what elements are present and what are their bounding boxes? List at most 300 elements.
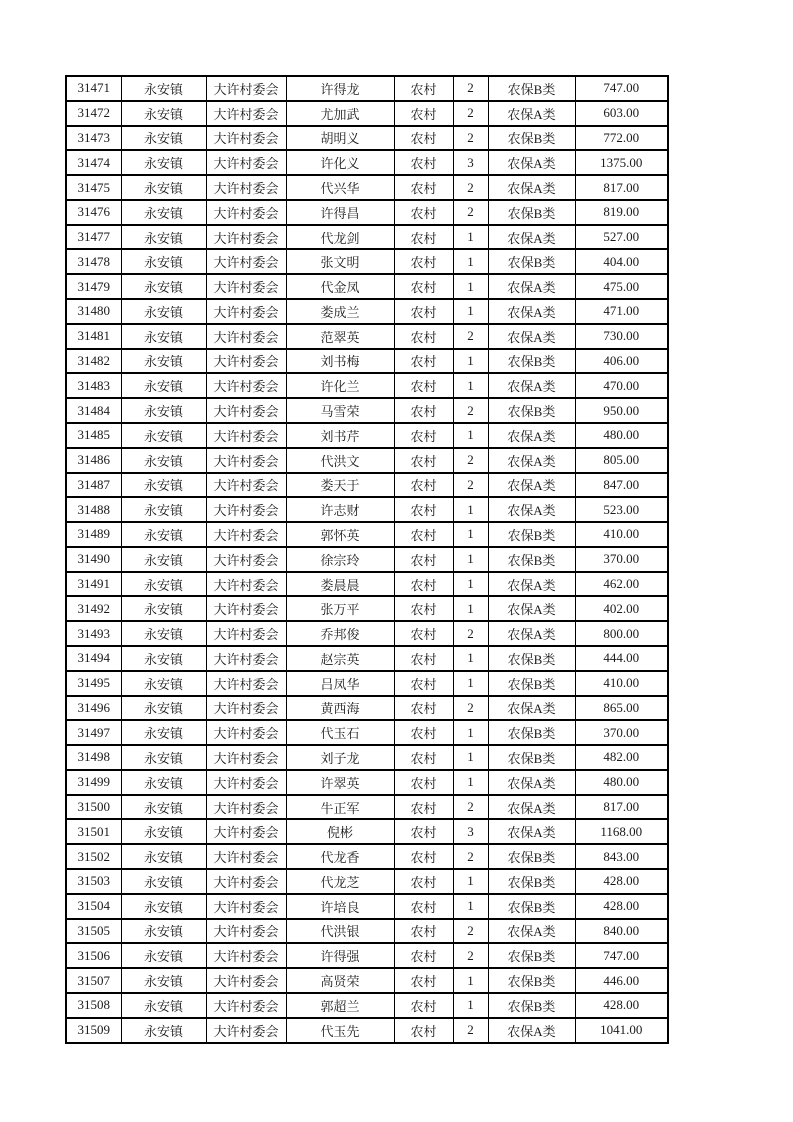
table-row — [66, 795, 668, 820]
cell-village: 大许村委会 — [206, 572, 286, 597]
cell-residence_type: 农村 — [394, 398, 453, 423]
cell-id: 31504 — [66, 894, 121, 919]
table-row — [66, 175, 668, 200]
cell-id: 31493 — [66, 621, 121, 646]
cell-insurance_category: 农保B类 — [488, 671, 575, 696]
cell-person_count: 2 — [453, 175, 488, 200]
cell-id: 31508 — [66, 993, 121, 1018]
cell-amount: 950.00 — [575, 398, 668, 423]
cell-person_count: 1 — [453, 572, 488, 597]
cell-id: 31492 — [66, 596, 121, 621]
cell-id: 31472 — [66, 101, 121, 126]
cell-insurance_category: 农保B类 — [488, 200, 575, 225]
cell-name: 代玉先 — [286, 1018, 394, 1043]
cell-name: 倪彬 — [286, 819, 394, 844]
cell-person_count: 2 — [453, 473, 488, 498]
cell-id: 31509 — [66, 1018, 121, 1043]
cell-id: 31498 — [66, 745, 121, 770]
cell-residence_type: 农村 — [394, 373, 453, 398]
cell-insurance_category: 农保B类 — [488, 249, 575, 274]
cell-village: 大许村委会 — [206, 324, 286, 349]
cell-amount: 446.00 — [575, 968, 668, 993]
cell-id: 31474 — [66, 150, 121, 175]
table-row — [66, 101, 668, 126]
table-row — [66, 423, 668, 448]
cell-insurance_category: 农保B类 — [488, 398, 575, 423]
table-row — [66, 200, 668, 225]
cell-name: 娄成兰 — [286, 299, 394, 324]
table-body — [66, 76, 668, 1043]
table-row — [66, 572, 668, 597]
cell-residence_type: 农村 — [394, 473, 453, 498]
cell-person_count: 2 — [453, 795, 488, 820]
cell-insurance_category: 农保A类 — [488, 299, 575, 324]
cell-residence_type: 农村 — [394, 993, 453, 1018]
cell-residence_type: 农村 — [394, 844, 453, 869]
cell-town: 永安镇 — [121, 200, 206, 225]
cell-insurance_category: 农保A类 — [488, 795, 575, 820]
cell-id: 31497 — [66, 720, 121, 745]
table-row — [66, 869, 668, 894]
cell-id: 31496 — [66, 696, 121, 721]
cell-person_count: 2 — [453, 621, 488, 646]
table-row — [66, 225, 668, 250]
table-row — [66, 993, 668, 1018]
cell-village: 大许村委会 — [206, 869, 286, 894]
cell-insurance_category: 农保A类 — [488, 225, 575, 250]
cell-id: 31477 — [66, 225, 121, 250]
cell-amount: 747.00 — [575, 76, 668, 101]
cell-id: 31475 — [66, 175, 121, 200]
cell-town: 永安镇 — [121, 274, 206, 299]
cell-id: 31482 — [66, 349, 121, 374]
cell-town: 永安镇 — [121, 646, 206, 671]
cell-village: 大许村委会 — [206, 943, 286, 968]
cell-town: 永安镇 — [121, 225, 206, 250]
cell-insurance_category: 农保B类 — [488, 646, 575, 671]
cell-person_count: 1 — [453, 745, 488, 770]
cell-residence_type: 农村 — [394, 795, 453, 820]
cell-id: 31476 — [66, 200, 121, 225]
table-row — [66, 596, 668, 621]
cell-village: 大许村委会 — [206, 299, 286, 324]
cell-town: 永安镇 — [121, 993, 206, 1018]
cell-person_count: 1 — [453, 274, 488, 299]
cell-town: 永安镇 — [121, 671, 206, 696]
table-row — [66, 621, 668, 646]
cell-town: 永安镇 — [121, 696, 206, 721]
cell-residence_type: 农村 — [394, 745, 453, 770]
cell-insurance_category: 农保A类 — [488, 150, 575, 175]
cell-name: 许培良 — [286, 894, 394, 919]
cell-insurance_category: 农保A类 — [488, 175, 575, 200]
cell-amount: 470.00 — [575, 373, 668, 398]
cell-person_count: 2 — [453, 943, 488, 968]
cell-name: 代洪银 — [286, 919, 394, 944]
cell-name: 牛正军 — [286, 795, 394, 820]
cell-insurance_category: 农保B类 — [488, 126, 575, 151]
cell-residence_type: 农村 — [394, 299, 453, 324]
cell-person_count: 2 — [453, 1018, 488, 1043]
cell-id: 31471 — [66, 76, 121, 101]
cell-village: 大许村委会 — [206, 1018, 286, 1043]
cell-village: 大许村委会 — [206, 819, 286, 844]
cell-id: 31506 — [66, 943, 121, 968]
cell-village: 大许村委会 — [206, 448, 286, 473]
cell-town: 永安镇 — [121, 547, 206, 572]
cell-name: 刘书梅 — [286, 349, 394, 374]
table-row — [66, 547, 668, 572]
cell-person_count: 2 — [453, 919, 488, 944]
cell-residence_type: 农村 — [394, 522, 453, 547]
cell-name: 许得龙 — [286, 76, 394, 101]
cell-village: 大许村委会 — [206, 249, 286, 274]
cell-id: 31502 — [66, 844, 121, 869]
cell-name: 黄西海 — [286, 696, 394, 721]
cell-town: 永安镇 — [121, 968, 206, 993]
cell-insurance_category: 农保B类 — [488, 894, 575, 919]
table-row — [66, 522, 668, 547]
cell-name: 代龙芝 — [286, 869, 394, 894]
cell-residence_type: 农村 — [394, 497, 453, 522]
cell-town: 永安镇 — [121, 596, 206, 621]
cell-amount: 428.00 — [575, 894, 668, 919]
cell-insurance_category: 农保B类 — [488, 869, 575, 894]
cell-amount: 471.00 — [575, 299, 668, 324]
cell-village: 大许村委会 — [206, 671, 286, 696]
cell-id: 31495 — [66, 671, 121, 696]
cell-town: 永安镇 — [121, 869, 206, 894]
table-row — [66, 473, 668, 498]
cell-amount: 402.00 — [575, 596, 668, 621]
cell-insurance_category: 农保A类 — [488, 423, 575, 448]
cell-village: 大许村委会 — [206, 150, 286, 175]
cell-amount: 1168.00 — [575, 819, 668, 844]
cell-residence_type: 农村 — [394, 869, 453, 894]
cell-town: 永安镇 — [121, 249, 206, 274]
cell-residence_type: 农村 — [394, 126, 453, 151]
cell-village: 大许村委会 — [206, 522, 286, 547]
cell-id: 31478 — [66, 249, 121, 274]
cell-name: 许翠英 — [286, 770, 394, 795]
cell-residence_type: 农村 — [394, 770, 453, 795]
cell-person_count: 2 — [453, 126, 488, 151]
cell-residence_type: 农村 — [394, 249, 453, 274]
cell-id: 31488 — [66, 497, 121, 522]
cell-insurance_category: 农保A类 — [488, 696, 575, 721]
cell-id: 31490 — [66, 547, 121, 572]
table-row — [66, 968, 668, 993]
cell-insurance_category: 农保B类 — [488, 943, 575, 968]
cell-person_count: 1 — [453, 349, 488, 374]
cell-village: 大许村委会 — [206, 621, 286, 646]
table-row — [66, 745, 668, 770]
cell-amount: 480.00 — [575, 770, 668, 795]
cell-name: 尤加武 — [286, 101, 394, 126]
cell-person_count: 1 — [453, 225, 488, 250]
cell-amount: 370.00 — [575, 720, 668, 745]
cell-residence_type: 农村 — [394, 547, 453, 572]
cell-insurance_category: 农保B类 — [488, 844, 575, 869]
cell-person_count: 2 — [453, 324, 488, 349]
cell-town: 永安镇 — [121, 745, 206, 770]
cell-amount: 847.00 — [575, 473, 668, 498]
cell-person_count: 1 — [453, 373, 488, 398]
cell-insurance_category: 农保A类 — [488, 274, 575, 299]
cell-name: 代金凤 — [286, 274, 394, 299]
cell-residence_type: 农村 — [394, 274, 453, 299]
cell-town: 永安镇 — [121, 373, 206, 398]
cell-residence_type: 农村 — [394, 1018, 453, 1043]
cell-name: 代龙香 — [286, 844, 394, 869]
cell-village: 大许村委会 — [206, 200, 286, 225]
cell-town: 永安镇 — [121, 448, 206, 473]
cell-residence_type: 农村 — [394, 919, 453, 944]
table-row — [66, 671, 668, 696]
cell-id: 31486 — [66, 448, 121, 473]
cell-name: 徐宗玲 — [286, 547, 394, 572]
cell-amount: 805.00 — [575, 448, 668, 473]
cell-residence_type: 农村 — [394, 720, 453, 745]
cell-town: 永安镇 — [121, 299, 206, 324]
cell-amount: 1041.00 — [575, 1018, 668, 1043]
cell-name: 赵宗英 — [286, 646, 394, 671]
cell-id: 31505 — [66, 919, 121, 944]
table-row — [66, 720, 668, 745]
table-row — [66, 349, 668, 374]
cell-town: 永安镇 — [121, 398, 206, 423]
cell-person_count: 1 — [453, 968, 488, 993]
cell-residence_type: 农村 — [394, 150, 453, 175]
pension-roster-table — [65, 75, 669, 1044]
cell-person_count: 2 — [453, 398, 488, 423]
cell-town: 永安镇 — [121, 770, 206, 795]
cell-village: 大许村委会 — [206, 423, 286, 448]
cell-person_count: 2 — [453, 844, 488, 869]
table-row — [66, 373, 668, 398]
cell-person_count: 1 — [453, 770, 488, 795]
cell-amount: 428.00 — [575, 869, 668, 894]
cell-residence_type: 农村 — [394, 621, 453, 646]
cell-residence_type: 农村 — [394, 324, 453, 349]
table-row — [66, 646, 668, 671]
cell-person_count: 1 — [453, 720, 488, 745]
cell-person_count: 3 — [453, 819, 488, 844]
cell-town: 永安镇 — [121, 943, 206, 968]
cell-amount: 730.00 — [575, 324, 668, 349]
cell-amount: 865.00 — [575, 696, 668, 721]
cell-insurance_category: 农保B类 — [488, 745, 575, 770]
cell-name: 马雪荣 — [286, 398, 394, 423]
cell-village: 大许村委会 — [206, 844, 286, 869]
table-row — [66, 844, 668, 869]
table-row — [66, 497, 668, 522]
table-row — [66, 448, 668, 473]
cell-person_count: 1 — [453, 596, 488, 621]
cell-amount: 1375.00 — [575, 150, 668, 175]
cell-amount: 772.00 — [575, 126, 668, 151]
table-row — [66, 819, 668, 844]
cell-person_count: 2 — [453, 696, 488, 721]
cell-village: 大许村委会 — [206, 696, 286, 721]
cell-amount: 817.00 — [575, 175, 668, 200]
cell-village: 大许村委会 — [206, 398, 286, 423]
cell-insurance_category: 农保B类 — [488, 522, 575, 547]
cell-id: 31484 — [66, 398, 121, 423]
cell-residence_type: 农村 — [394, 671, 453, 696]
cell-residence_type: 农村 — [394, 423, 453, 448]
cell-village: 大许村委会 — [206, 596, 286, 621]
cell-amount: 370.00 — [575, 547, 668, 572]
table-row — [66, 894, 668, 919]
table-row — [66, 76, 668, 101]
cell-id: 31489 — [66, 522, 121, 547]
cell-person_count: 1 — [453, 299, 488, 324]
cell-town: 永安镇 — [121, 572, 206, 597]
cell-person_count: 1 — [453, 869, 488, 894]
cell-id: 31503 — [66, 869, 121, 894]
cell-town: 永安镇 — [121, 819, 206, 844]
cell-name: 郭怀英 — [286, 522, 394, 547]
cell-person_count: 2 — [453, 200, 488, 225]
cell-name: 刘子龙 — [286, 745, 394, 770]
cell-person_count: 1 — [453, 646, 488, 671]
cell-residence_type: 农村 — [394, 696, 453, 721]
cell-town: 永安镇 — [121, 175, 206, 200]
cell-village: 大许村委会 — [206, 473, 286, 498]
cell-village: 大许村委会 — [206, 968, 286, 993]
cell-insurance_category: 农保A类 — [488, 473, 575, 498]
cell-name: 刘书芹 — [286, 423, 394, 448]
cell-residence_type: 农村 — [394, 349, 453, 374]
cell-name: 娄天于 — [286, 473, 394, 498]
cell-name: 乔邦俊 — [286, 621, 394, 646]
cell-name: 娄晨晨 — [286, 572, 394, 597]
cell-village: 大许村委会 — [206, 547, 286, 572]
cell-insurance_category: 农保A类 — [488, 621, 575, 646]
cell-person_count: 2 — [453, 448, 488, 473]
cell-person_count: 1 — [453, 497, 488, 522]
cell-village: 大许村委会 — [206, 373, 286, 398]
cell-village: 大许村委会 — [206, 126, 286, 151]
cell-residence_type: 农村 — [394, 968, 453, 993]
cell-town: 永安镇 — [121, 150, 206, 175]
cell-insurance_category: 农保A类 — [488, 448, 575, 473]
cell-insurance_category: 农保B类 — [488, 720, 575, 745]
cell-village: 大许村委会 — [206, 894, 286, 919]
cell-amount: 480.00 — [575, 423, 668, 448]
cell-id: 31491 — [66, 572, 121, 597]
cell-residence_type: 农村 — [394, 175, 453, 200]
cell-person_count: 3 — [453, 150, 488, 175]
cell-amount: 444.00 — [575, 646, 668, 671]
cell-name: 许化义 — [286, 150, 394, 175]
cell-town: 永安镇 — [121, 497, 206, 522]
cell-name: 代洪文 — [286, 448, 394, 473]
cell-insurance_category: 农保A类 — [488, 101, 575, 126]
cell-town: 永安镇 — [121, 1018, 206, 1043]
cell-town: 永安镇 — [121, 324, 206, 349]
cell-person_count: 1 — [453, 671, 488, 696]
cell-residence_type: 农村 — [394, 596, 453, 621]
cell-town: 永安镇 — [121, 919, 206, 944]
cell-name: 张万平 — [286, 596, 394, 621]
table-row — [66, 249, 668, 274]
cell-village: 大许村委会 — [206, 225, 286, 250]
cell-id: 31500 — [66, 795, 121, 820]
cell-village: 大许村委会 — [206, 101, 286, 126]
cell-name: 张文明 — [286, 249, 394, 274]
cell-name: 代玉石 — [286, 720, 394, 745]
cell-insurance_category: 农保B类 — [488, 547, 575, 572]
cell-id: 31499 — [66, 770, 121, 795]
cell-village: 大许村委会 — [206, 76, 286, 101]
table-row — [66, 324, 668, 349]
cell-village: 大许村委会 — [206, 175, 286, 200]
cell-town: 永安镇 — [121, 349, 206, 374]
cell-residence_type: 农村 — [394, 101, 453, 126]
cell-insurance_category: 农保A类 — [488, 770, 575, 795]
cell-amount: 527.00 — [575, 225, 668, 250]
cell-town: 永安镇 — [121, 126, 206, 151]
cell-person_count: 2 — [453, 76, 488, 101]
cell-id: 31494 — [66, 646, 121, 671]
cell-insurance_category: 农保A类 — [488, 373, 575, 398]
cell-name: 范翠英 — [286, 324, 394, 349]
cell-residence_type: 农村 — [394, 572, 453, 597]
cell-village: 大许村委会 — [206, 795, 286, 820]
cell-residence_type: 农村 — [394, 943, 453, 968]
cell-name: 胡明义 — [286, 126, 394, 151]
cell-town: 永安镇 — [121, 621, 206, 646]
cell-village: 大许村委会 — [206, 349, 286, 374]
cell-insurance_category: 农保B类 — [488, 968, 575, 993]
cell-town: 永安镇 — [121, 894, 206, 919]
cell-id: 31479 — [66, 274, 121, 299]
cell-village: 大许村委会 — [206, 745, 286, 770]
cell-name: 高贤荣 — [286, 968, 394, 993]
cell-town: 永安镇 — [121, 76, 206, 101]
cell-amount: 747.00 — [575, 943, 668, 968]
cell-name: 许得强 — [286, 943, 394, 968]
cell-amount: 406.00 — [575, 349, 668, 374]
cell-person_count: 1 — [453, 423, 488, 448]
cell-insurance_category: 农保B类 — [488, 76, 575, 101]
cell-insurance_category: 农保B类 — [488, 349, 575, 374]
cell-amount: 817.00 — [575, 795, 668, 820]
table-row — [66, 943, 668, 968]
cell-town: 永安镇 — [121, 522, 206, 547]
table-row — [66, 150, 668, 175]
cell-id: 31485 — [66, 423, 121, 448]
cell-amount: 482.00 — [575, 745, 668, 770]
cell-amount: 404.00 — [575, 249, 668, 274]
cell-name: 许化兰 — [286, 373, 394, 398]
table-row — [66, 919, 668, 944]
cell-name: 郭超兰 — [286, 993, 394, 1018]
table-row — [66, 299, 668, 324]
cell-town: 永安镇 — [121, 795, 206, 820]
cell-village: 大许村委会 — [206, 646, 286, 671]
cell-insurance_category: 农保A类 — [488, 497, 575, 522]
cell-amount: 843.00 — [575, 844, 668, 869]
cell-id: 31480 — [66, 299, 121, 324]
cell-person_count: 1 — [453, 894, 488, 919]
cell-town: 永安镇 — [121, 423, 206, 448]
cell-insurance_category: 农保A类 — [488, 596, 575, 621]
cell-town: 永安镇 — [121, 101, 206, 126]
table-row — [66, 770, 668, 795]
